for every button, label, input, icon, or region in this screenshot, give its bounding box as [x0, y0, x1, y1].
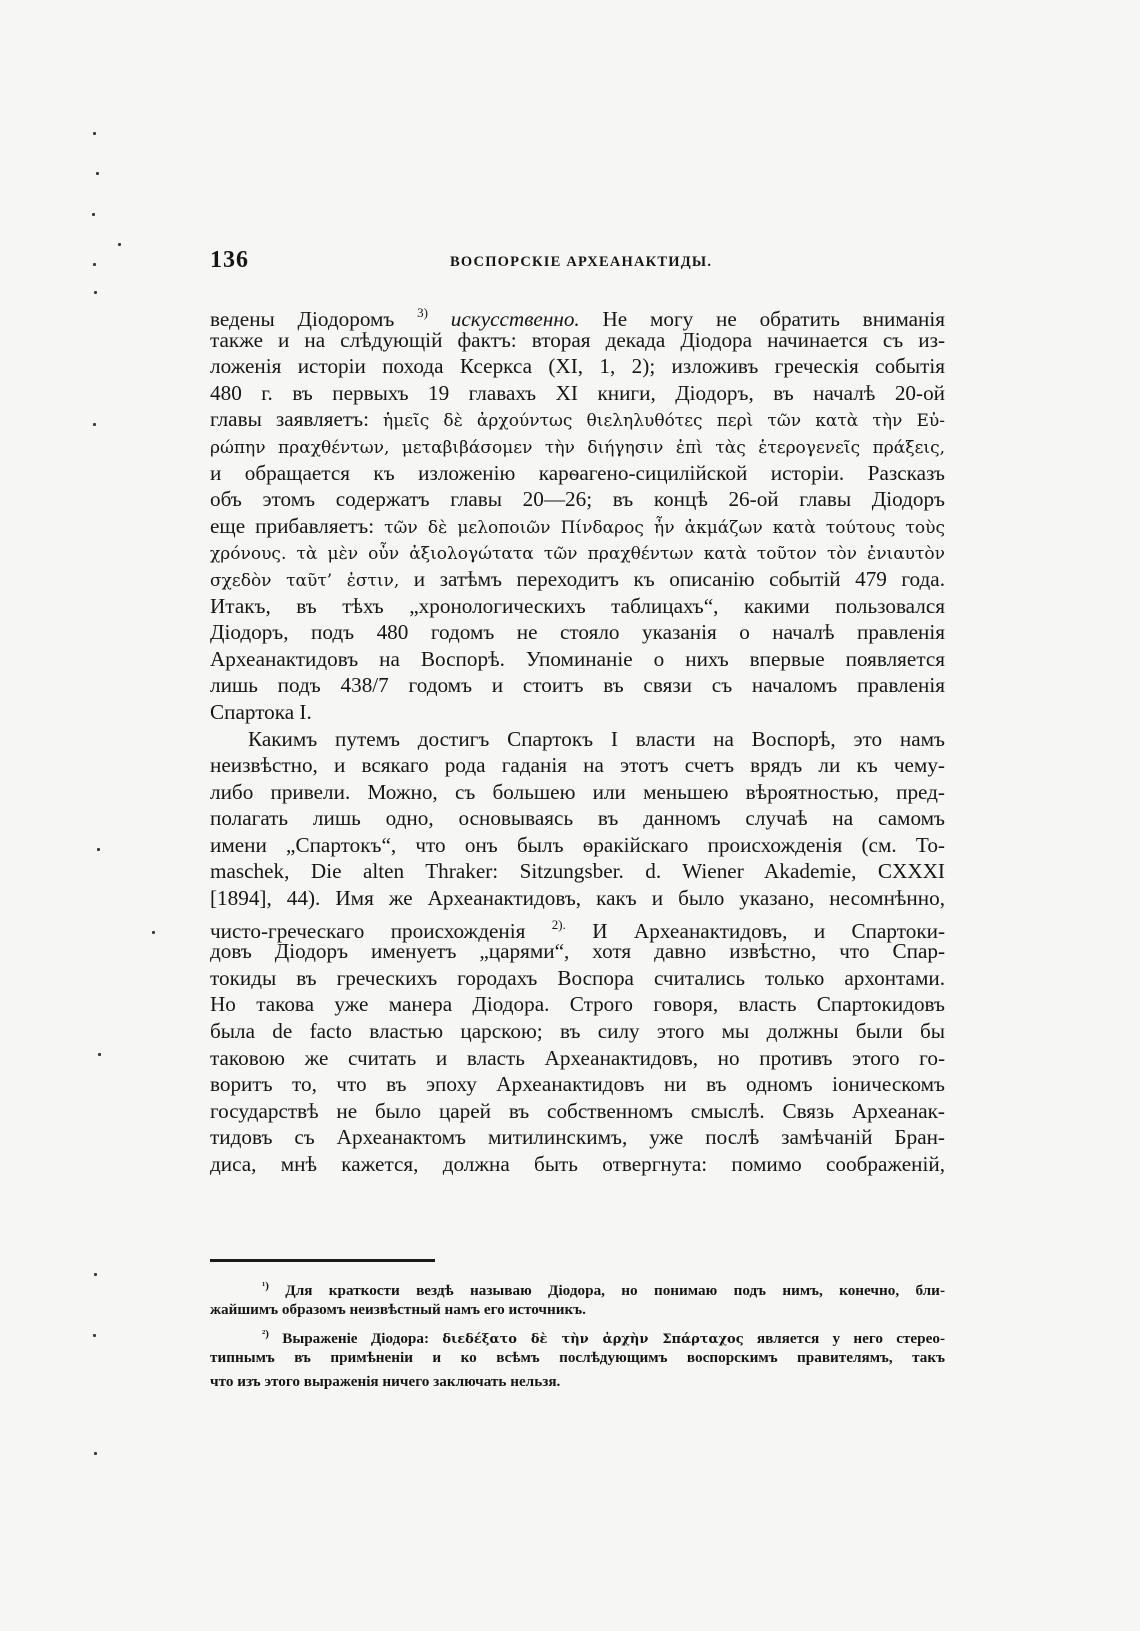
scan-speck	[94, 1273, 97, 1276]
text-line: Какимъ путемъ достигъ Спартокъ I власти на Воспорѣ, это намъ	[248, 726, 945, 751]
greek-quote: σχεδὸν ταῦτ’ ἐστιν,	[210, 570, 400, 591]
scan-speck	[118, 243, 121, 246]
text-line: ложенія исторіи похода Ксеркса (XI, 1, 2); изложивъ греческія событія	[210, 354, 945, 379]
text-line: Итакъ, въ тѣхъ „хронологическихъ таблицахъ“, какими пользовался	[210, 593, 945, 618]
greek-quote: χρόνους. τὰ μὲν οὖν ἀξιολογώτατα τῶν πραχθέντων κατὰ τοῦτον τὸν ἐνιαυτὸν	[210, 544, 945, 565]
scan-speck	[93, 263, 96, 266]
text-line: ведены Діодоромъ $^{3)}$ искусственно. Не могу не обратить вниманія	[210, 305, 946, 331]
text-line: еще прибавляетъ: τῶν δὲ μελοποιῶν Πίνδαρος ἦν ἀκμάζων κατὰ τούτους τοὺς	[210, 513, 945, 538]
greek-quote: ρώπην πραχθέντων, μεταβιβάσομεν τὴν διήγησιν ἐπὶ τὰς ἑτερογενεῖς πράξεις,	[210, 437, 945, 458]
text-line: была de facto властью царскою; въ силу этого мы должны были бы	[210, 1019, 945, 1044]
greek-quote: τῶν δὲ μελοποιῶν Πίνδαρος ἦν ἀκμάζων κατὰ τούτους τοὺς	[384, 517, 945, 538]
text-line: государствѣ не было царей въ собственномъ смыслѣ. Связь Археанак-	[210, 1098, 945, 1123]
scan-speck	[97, 848, 100, 851]
scan-speck	[93, 132, 96, 135]
page-header	[210, 247, 930, 277]
scan-speck	[93, 423, 96, 426]
text-line: тидовъ съ Археанактомъ митилинскимъ, уже послѣ замѣчаній Бран-	[210, 1125, 945, 1150]
scan-speck	[98, 1053, 101, 1056]
text-line: 480 г. въ первыхъ 19 главахъ XI книги, Діодоръ, въ началѣ 20-ой	[210, 380, 945, 405]
text-line: полагать лишь одно, основываясь въ данномъ случаѣ на самомъ	[210, 806, 945, 831]
footnote-2: $^{^2)}$ Выраженіе Діодора: διεδέξατο δὲ τὴν ἀρχὴν Σπάρταχος является у него стерео-	[262, 1328, 946, 1347]
text-line: токиды въ греческихъ городахъ Воспора считались только архонтами.	[210, 965, 945, 990]
scan-speck	[92, 213, 95, 216]
footnote-ref: 3)	[417, 305, 429, 320]
text-line: либо привели. Можно, съ большею или меньшею вѣроятностью, пред-	[210, 779, 945, 804]
text-line: maschek, Die alten Thraker: Sitzungsber. d. Wiener Akademie, CXXXI	[210, 859, 945, 884]
text-line: неизвѣстно, и всякаго рода гаданія на этотъ счетъ врядъ ли къ чему-	[210, 753, 945, 778]
text-line: имени „Спартокъ“, что онъ былъ ѳракійскаго происхожденія (см. To-	[210, 832, 945, 857]
scan-speck	[93, 1334, 96, 1337]
running-title: ВОСПОРСКІЕ АРХЕАНАКТИДЫ.	[450, 254, 713, 270]
text-line: Діодоръ, подъ 480 годомъ не стояло указанія о началѣ правленія	[210, 620, 945, 645]
scan-speck	[94, 291, 97, 294]
footnote-ref: 2).	[551, 916, 566, 932]
text-line	[210, 539, 945, 566]
scan-speck	[96, 172, 99, 175]
scan-speck	[94, 1452, 97, 1455]
text-line: Но такова уже манера Діодора. Строго говоря, власть Спартокидовъ	[210, 992, 945, 1017]
main-text	[210, 300, 945, 1178]
footnote-2-cont: что изъ этого выраженія ничего заключать нельзя.	[210, 1373, 561, 1390]
text-line: воритъ то, что въ эпоху Археанактидовъ ни въ одномъ іоническомъ	[210, 1072, 945, 1097]
text-line: также и на слѣдующій фактъ: вторая декада Діодора начинается съ из-	[210, 327, 945, 352]
text-line: главы заявляетъ: ἡμεῖς δὲ ἀρχούντως θιεληλυθότες περὶ τῶν κατὰ τὴν Εὐ-	[210, 407, 945, 432]
greek-quote: ἡμεῖς δὲ ἀρχούντως θιεληλυθότες περὶ τῶν κατὰ τὴν Εὐ-	[383, 411, 945, 432]
text-line: довъ Діодоръ именуетъ „царями“, хотя давно извѣстно, что Спар-	[210, 939, 945, 964]
text-line: чисто-греческаго происхожденія $^{2).}$ И Археанактидовъ, и Спартоки-	[210, 916, 946, 943]
text-line: лишь подъ 438/7 годомъ и стоитъ въ связи съ началомъ правленія	[210, 673, 945, 698]
text-line: и обращается къ изложенію карѳагено-сицилійской исторіи. Разсказъ	[210, 460, 945, 485]
footnote-divider	[210, 1259, 435, 1262]
text-line: таковою же считать и власть Археанактидовъ, но противъ этого го-	[210, 1045, 945, 1070]
text-line: σχεδὸν ταῦτ’ ἐστιν, и затѣмъ переходитъ къ описанію событій 479 года.	[210, 566, 945, 591]
footnote-1: $^{^1)}$ Для краткости вездѣ называю Діодора, но понимаю подъ нимъ, конечно, бли-	[262, 1280, 945, 1299]
text-line: Археанактидовъ на Воспорѣ. Упоминаніе о нихъ впервые появляется	[210, 646, 945, 671]
footnote-marker: ¹)	[262, 1280, 269, 1292]
text-line: объ этомъ содержатъ главы 20—26; въ концѣ 26-ой главы Діодоръ	[210, 487, 945, 512]
footnote-2-cont: типнымъ въ примѣненіи и ко всѣмъ послѣдующимъ воспорскимъ правителямъ, такъ	[210, 1349, 945, 1366]
page-number: 136	[210, 247, 249, 273]
text-line: диса, мнѣ кажется, должна быть отвергнута: помимо соображеній,	[210, 1152, 945, 1176]
greek-quote: διεδέξατο δὲ τὴν ἀρχὴν Σπάρταχος	[442, 1332, 744, 1347]
text-line: Спартока I.	[210, 699, 312, 724]
footnote-1-cont: жайшимъ образомъ неизвѣстный намъ его источникъ.	[210, 1301, 586, 1318]
text-line	[210, 433, 945, 460]
footnotes	[210, 1274, 945, 1394]
footnote-marker: ²)	[262, 1328, 269, 1340]
scan-speck	[152, 931, 155, 934]
text-line: [1894], 44). Имя же Археанактидовъ, какъ и было указано, несомнѣнно,	[210, 886, 945, 911]
